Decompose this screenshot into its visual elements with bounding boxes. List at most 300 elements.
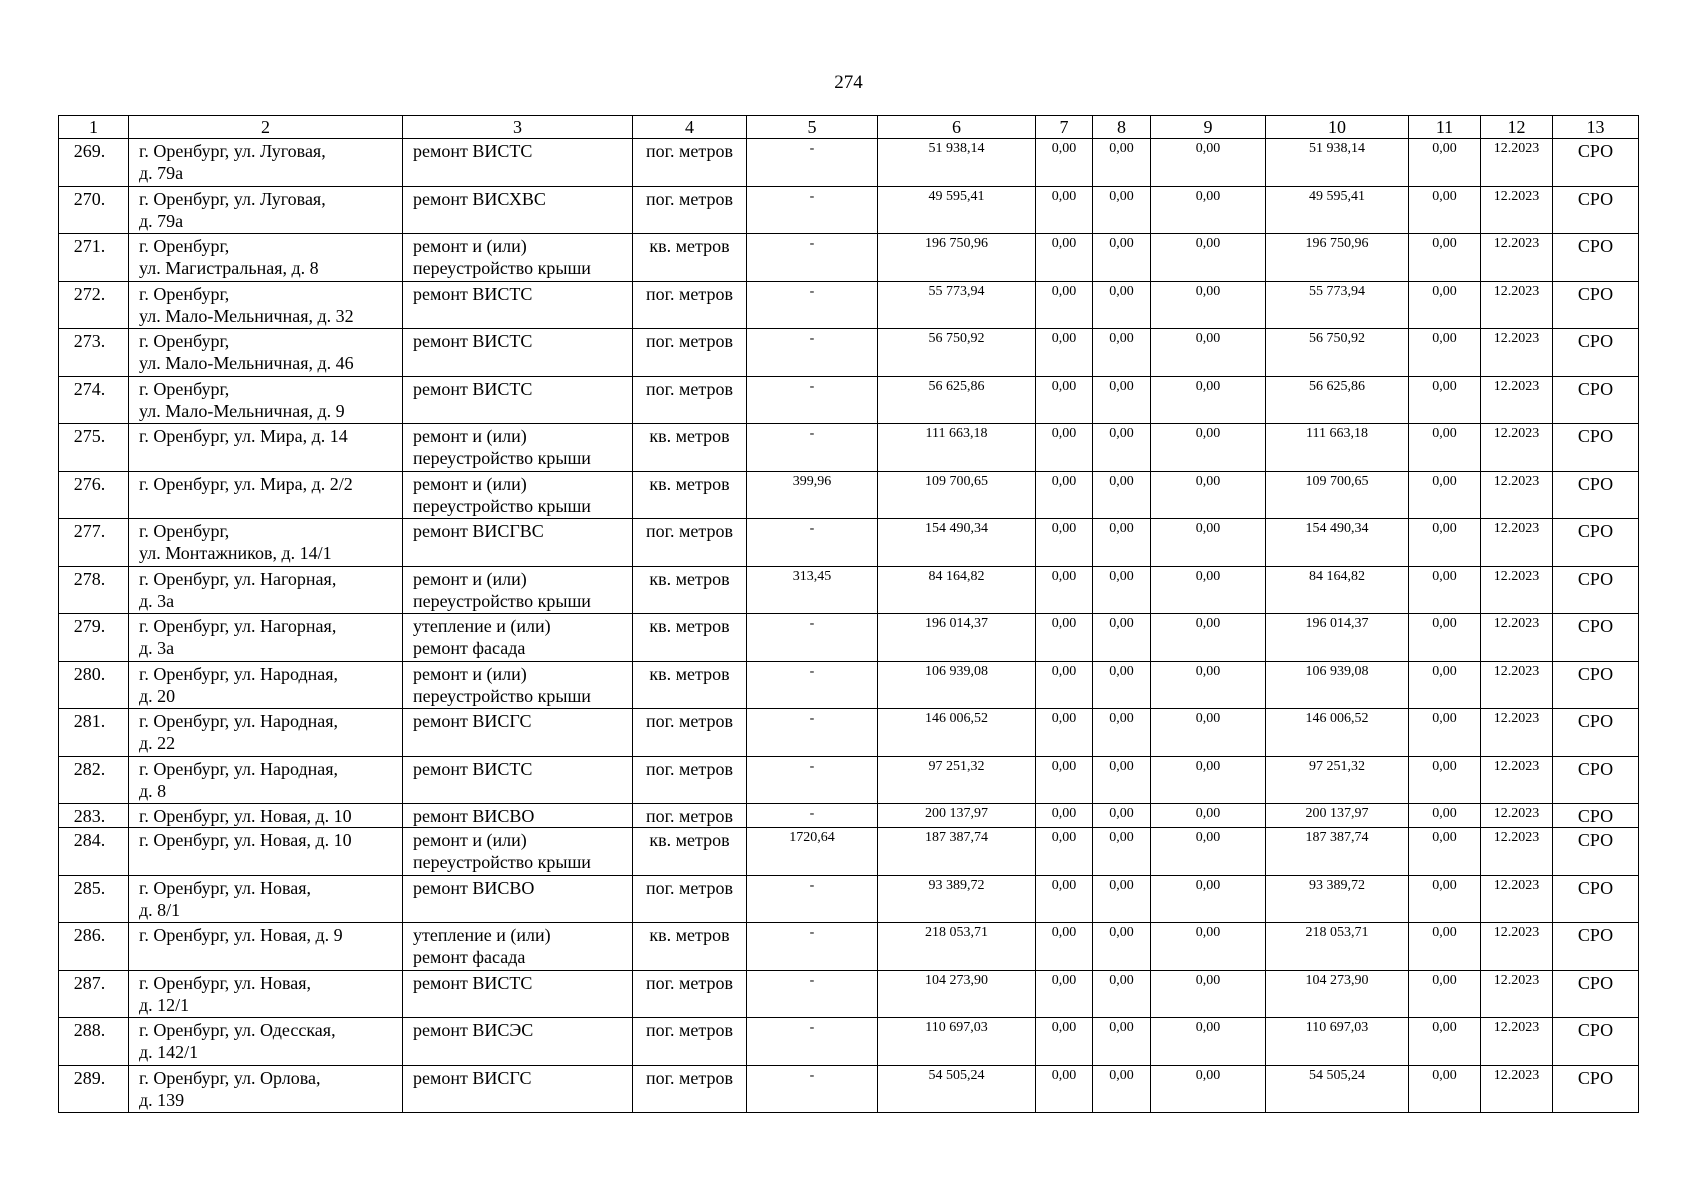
col10-cell: 187 387,74	[1266, 828, 1409, 876]
address-cell-line: г. Оренбург, ул. Новая, д. 10	[139, 806, 352, 826]
deadline-cell: 12.2023	[1481, 875, 1553, 923]
deadline-cell: 12.2023	[1481, 424, 1553, 472]
cost-total-cell: 106 939,08	[878, 661, 1036, 709]
col10-cell: 196 014,37	[1266, 614, 1409, 662]
row-number: 275.	[59, 424, 129, 472]
row-number: 279.	[59, 614, 129, 662]
work-type-cell	[403, 1065, 633, 1113]
col11-cell: 0,00	[1409, 424, 1481, 472]
address-cell	[129, 614, 403, 662]
col9-cell: 0,00	[1151, 186, 1266, 234]
deadline-cell: 12.2023	[1481, 756, 1553, 804]
deadline-cell: 12.2023	[1481, 471, 1553, 519]
repair-program-table	[58, 115, 1639, 1113]
table-row	[59, 424, 1639, 472]
row-number: 278.	[59, 566, 129, 614]
row-number: 287.	[59, 970, 129, 1018]
table-row	[59, 875, 1639, 923]
col7-cell: 0,00	[1036, 519, 1093, 567]
col10-cell: 154 490,34	[1266, 519, 1409, 567]
funding-source-cell: СРО	[1553, 756, 1639, 804]
work-type-cell-line: ремонт ВИСГС	[413, 1067, 532, 1088]
work-type-cell	[403, 804, 633, 828]
table-row	[59, 139, 1639, 187]
work-type-cell	[403, 186, 633, 234]
col7-cell: 0,00	[1036, 471, 1093, 519]
address-cell-line: д. 142/1	[139, 1042, 199, 1062]
col11-cell: 0,00	[1409, 1065, 1481, 1113]
deadline-cell: 12.2023	[1481, 376, 1553, 424]
col10-cell: 97 251,32	[1266, 756, 1409, 804]
cost-total-cell: 97 251,32	[878, 756, 1036, 804]
address-cell-line: ул. Магистральная, д. 8	[139, 258, 319, 278]
address-cell-line: ул. Мало-Мельничная, д. 9	[139, 400, 345, 421]
col9-cell: 0,00	[1151, 875, 1266, 923]
work-type-cell	[403, 756, 633, 804]
work-type-cell-line: ремонт фасада	[413, 638, 526, 658]
col8-cell: 0,00	[1093, 566, 1151, 614]
funding-source-cell: СРО	[1553, 1018, 1639, 1066]
deadline-cell: 12.2023	[1481, 566, 1553, 614]
address-cell-line: д. 3а	[139, 638, 175, 658]
col5-cell: -	[747, 875, 878, 923]
row-number: 269.	[59, 139, 129, 187]
table-row	[59, 186, 1639, 234]
col10-cell: 111 663,18	[1266, 424, 1409, 472]
col9-cell: 0,00	[1151, 709, 1266, 757]
col9-cell: 0,00	[1151, 923, 1266, 971]
funding-source-cell: СРО	[1553, 614, 1639, 662]
row-number: 274.	[59, 376, 129, 424]
col7-cell: 0,00	[1036, 329, 1093, 377]
col5-cell: -	[747, 970, 878, 1018]
column-header: 5	[747, 116, 878, 139]
cost-total-cell: 146 006,52	[878, 709, 1036, 757]
col5-cell: -	[747, 376, 878, 424]
col9-cell: 0,00	[1151, 828, 1266, 876]
table-row	[59, 756, 1639, 804]
address-cell-line: г. Оренбург, ул. Нагорная,	[139, 568, 337, 589]
work-type-cell-line: ремонт ВИСТС	[413, 283, 533, 304]
work-type-cell	[403, 828, 633, 876]
unit-cell: кв. метров	[633, 234, 747, 282]
funding-source-cell: СРО	[1553, 186, 1639, 234]
address-cell-line: г. Оренбург, ул. Орлова,	[139, 1067, 321, 1088]
work-type-cell	[403, 519, 633, 567]
col11-cell: 0,00	[1409, 186, 1481, 234]
col8-cell: 0,00	[1093, 1065, 1151, 1113]
column-header: 3	[403, 116, 633, 139]
unit-cell: пог. метров	[633, 709, 747, 757]
col7-cell: 0,00	[1036, 970, 1093, 1018]
col7-cell: 0,00	[1036, 376, 1093, 424]
col9-cell: 0,00	[1151, 519, 1266, 567]
col7-cell: 0,00	[1036, 1065, 1093, 1113]
col10-cell: 146 006,52	[1266, 709, 1409, 757]
col5-cell: -	[747, 186, 878, 234]
address-cell	[129, 424, 403, 472]
col5-cell: -	[747, 1065, 878, 1113]
col7-cell: 0,00	[1036, 875, 1093, 923]
cost-total-cell: 110 697,03	[878, 1018, 1036, 1066]
unit-cell: кв. метров	[633, 661, 747, 709]
address-cell-line: г. Оренбург, ул. Новая,	[139, 972, 312, 993]
cost-total-cell: 56 750,92	[878, 329, 1036, 377]
row-number: 271.	[59, 234, 129, 282]
col8-cell: 0,00	[1093, 756, 1151, 804]
work-type-cell	[403, 281, 633, 329]
work-type-cell	[403, 566, 633, 614]
unit-cell: пог. метров	[633, 804, 747, 828]
col9-cell: 0,00	[1151, 1065, 1266, 1113]
address-cell	[129, 970, 403, 1018]
row-number: 284.	[59, 828, 129, 876]
header-row	[59, 116, 1639, 139]
work-type-cell-line: ремонт ВИСТС	[413, 758, 533, 779]
col10-cell: 200 137,97	[1266, 804, 1409, 828]
deadline-cell: 12.2023	[1481, 1018, 1553, 1066]
col10-cell: 84 164,82	[1266, 566, 1409, 614]
work-type-cell	[403, 376, 633, 424]
col7-cell: 0,00	[1036, 804, 1093, 828]
col8-cell: 0,00	[1093, 970, 1151, 1018]
funding-source-cell: СРО	[1553, 828, 1639, 876]
deadline-cell: 12.2023	[1481, 614, 1553, 662]
col5-cell: 399,96	[747, 471, 878, 519]
unit-cell: пог. метров	[633, 376, 747, 424]
address-cell	[129, 281, 403, 329]
address-cell-line: д. 20	[139, 685, 176, 706]
table-row	[59, 804, 1639, 828]
address-cell	[129, 139, 403, 187]
work-type-cell-line: ремонт ВИСХВС	[413, 188, 546, 209]
row-number: 272.	[59, 281, 129, 329]
row-number: 270.	[59, 186, 129, 234]
col11-cell: 0,00	[1409, 756, 1481, 804]
row-number: 285.	[59, 875, 129, 923]
col5-cell: -	[747, 661, 878, 709]
work-type-cell-line: ремонт ВИСГС	[413, 711, 532, 731]
unit-cell: кв. метров	[633, 614, 747, 662]
funding-source-cell: СРО	[1553, 709, 1639, 757]
table-body	[59, 139, 1639, 1113]
work-type-cell-line: ремонт и (или)	[413, 663, 527, 684]
address-cell	[129, 1018, 403, 1066]
col11-cell: 0,00	[1409, 139, 1481, 187]
col10-cell: 93 389,72	[1266, 875, 1409, 923]
deadline-cell: 12.2023	[1481, 1065, 1553, 1113]
address-cell-line: г. Оренбург, ул. Луговая,	[139, 188, 326, 209]
col11-cell: 0,00	[1409, 519, 1481, 567]
column-header: 9	[1151, 116, 1266, 139]
column-header: 10	[1266, 116, 1409, 139]
col9-cell: 0,00	[1151, 970, 1266, 1018]
work-type-cell-line: ремонт фасада	[413, 947, 526, 967]
col7-cell: 0,00	[1036, 139, 1093, 187]
address-cell-line: г. Оренбург,	[139, 521, 230, 541]
deadline-cell: 12.2023	[1481, 923, 1553, 971]
table-row	[59, 566, 1639, 614]
work-type-cell	[403, 614, 633, 662]
address-cell-line: д. 8	[139, 780, 167, 801]
col10-cell: 109 700,65	[1266, 471, 1409, 519]
column-header: 7	[1036, 116, 1093, 139]
funding-source-cell: СРО	[1553, 281, 1639, 329]
column-header: 13	[1553, 116, 1639, 139]
address-cell-line: г. Оренбург, ул. Новая, д. 9	[139, 925, 343, 945]
work-type-cell	[403, 139, 633, 187]
col11-cell: 0,00	[1409, 1018, 1481, 1066]
col10-cell: 51 938,14	[1266, 139, 1409, 187]
col7-cell: 0,00	[1036, 566, 1093, 614]
col5-cell: -	[747, 234, 878, 282]
work-type-cell-line: переустройство крыши	[413, 448, 591, 468]
work-type-cell	[403, 329, 633, 377]
col5-cell: 1720,64	[747, 828, 878, 876]
table-row	[59, 1065, 1639, 1113]
row-number: 280.	[59, 661, 129, 709]
col8-cell: 0,00	[1093, 804, 1151, 828]
col11-cell: 0,00	[1409, 923, 1481, 971]
address-cell-line: д. 139	[139, 1089, 185, 1110]
address-cell	[129, 234, 403, 282]
table-row	[59, 614, 1639, 662]
unit-cell: пог. метров	[633, 1065, 747, 1113]
column-header: 11	[1409, 116, 1481, 139]
address-cell	[129, 186, 403, 234]
work-type-cell-line: ремонт ВИСВО	[413, 877, 535, 898]
deadline-cell: 12.2023	[1481, 661, 1553, 709]
address-cell	[129, 1065, 403, 1113]
address-cell	[129, 923, 403, 971]
table-row	[59, 376, 1639, 424]
unit-cell: пог. метров	[633, 186, 747, 234]
address-cell	[129, 709, 403, 757]
address-cell-line: г. Оренбург, ул. Нагорная,	[139, 616, 337, 636]
col10-cell: 55 773,94	[1266, 281, 1409, 329]
address-cell-line: г. Оренбург, ул. Одесская,	[139, 1020, 336, 1040]
row-number: 282.	[59, 756, 129, 804]
address-cell	[129, 566, 403, 614]
col11-cell: 0,00	[1409, 329, 1481, 377]
table-row	[59, 519, 1639, 567]
page-number: 274	[834, 72, 863, 93]
address-cell-line: д. 22	[139, 733, 176, 753]
funding-source-cell: СРО	[1553, 566, 1639, 614]
cost-total-cell: 200 137,97	[878, 804, 1036, 828]
col7-cell: 0,00	[1036, 828, 1093, 876]
col8-cell: 0,00	[1093, 828, 1151, 876]
col5-cell: -	[747, 709, 878, 757]
address-cell	[129, 875, 403, 923]
col10-cell: 56 750,92	[1266, 329, 1409, 377]
col10-cell: 49 595,41	[1266, 186, 1409, 234]
work-type-cell-line: ремонт ВИСЭС	[413, 1020, 534, 1040]
col7-cell: 0,00	[1036, 756, 1093, 804]
work-type-cell-line: ремонт ВИСГВС	[413, 521, 544, 541]
address-cell-line: г. Оренбург,	[139, 283, 230, 304]
work-type-cell-line: ремонт ВИСВО	[413, 806, 535, 826]
col11-cell: 0,00	[1409, 566, 1481, 614]
column-header: 8	[1093, 116, 1151, 139]
deadline-cell: 12.2023	[1481, 519, 1553, 567]
deadline-cell: 12.2023	[1481, 970, 1553, 1018]
col5-cell: -	[747, 139, 878, 187]
column-header: 12	[1481, 116, 1553, 139]
unit-cell: кв. метров	[633, 566, 747, 614]
row-number: 273.	[59, 329, 129, 377]
col7-cell: 0,00	[1036, 661, 1093, 709]
col10-cell: 106 939,08	[1266, 661, 1409, 709]
work-type-cell	[403, 471, 633, 519]
col9-cell: 0,00	[1151, 756, 1266, 804]
work-type-cell	[403, 923, 633, 971]
col8-cell: 0,00	[1093, 471, 1151, 519]
table-row	[59, 234, 1639, 282]
col7-cell: 0,00	[1036, 1018, 1093, 1066]
table-row	[59, 923, 1639, 971]
col11-cell: 0,00	[1409, 234, 1481, 282]
col8-cell: 0,00	[1093, 139, 1151, 187]
work-type-cell-line: ремонт ВИСТС	[413, 141, 533, 161]
cost-total-cell: 55 773,94	[878, 281, 1036, 329]
col7-cell: 0,00	[1036, 424, 1093, 472]
funding-source-cell: СРО	[1553, 471, 1639, 519]
row-number: 286.	[59, 923, 129, 971]
col7-cell: 0,00	[1036, 281, 1093, 329]
address-cell-line: д. 79а	[139, 163, 184, 183]
address-cell-line: г. Оренбург, ул. Луговая,	[139, 141, 326, 161]
address-cell-line: г. Оренбург, ул. Мира, д. 2/2	[139, 473, 353, 494]
col7-cell: 0,00	[1036, 923, 1093, 971]
col7-cell: 0,00	[1036, 186, 1093, 234]
col11-cell: 0,00	[1409, 709, 1481, 757]
address-cell	[129, 756, 403, 804]
table-row	[59, 709, 1639, 757]
funding-source-cell: СРО	[1553, 804, 1639, 828]
col11-cell: 0,00	[1409, 828, 1481, 876]
column-header: 1	[59, 116, 129, 139]
unit-cell: пог. метров	[633, 139, 747, 187]
address-cell	[129, 519, 403, 567]
col8-cell: 0,00	[1093, 661, 1151, 709]
address-cell	[129, 804, 403, 828]
unit-cell: пог. метров	[633, 970, 747, 1018]
cost-total-cell: 54 505,24	[878, 1065, 1036, 1113]
col8-cell: 0,00	[1093, 614, 1151, 662]
col9-cell: 0,00	[1151, 281, 1266, 329]
column-header: 6	[878, 116, 1036, 139]
work-type-cell-line: утепление и (или)	[413, 925, 551, 945]
table-row	[59, 828, 1639, 876]
column-header: 4	[633, 116, 747, 139]
cost-total-cell: 93 389,72	[878, 875, 1036, 923]
col9-cell: 0,00	[1151, 471, 1266, 519]
table-row	[59, 281, 1639, 329]
address-cell-line: г. Оренбург,	[139, 236, 230, 256]
work-type-cell-line: переустройство крыши	[413, 258, 591, 278]
work-type-cell-line: переустройство крыши	[413, 685, 591, 706]
row-number: 289.	[59, 1065, 129, 1113]
address-cell-line: г. Оренбург, ул. Народная,	[139, 663, 339, 684]
col8-cell: 0,00	[1093, 1018, 1151, 1066]
work-type-cell-line: ремонт и (или)	[413, 236, 527, 256]
col11-cell: 0,00	[1409, 471, 1481, 519]
deadline-cell: 12.2023	[1481, 234, 1553, 282]
col5-cell: -	[747, 804, 878, 828]
col10-cell: 104 273,90	[1266, 970, 1409, 1018]
address-cell	[129, 471, 403, 519]
work-type-cell-line: ремонт и (или)	[413, 473, 527, 494]
work-type-cell	[403, 661, 633, 709]
cost-total-cell: 154 490,34	[878, 519, 1036, 567]
col10-cell: 218 053,71	[1266, 923, 1409, 971]
work-type-cell-line: ремонт ВИСТС	[413, 972, 533, 993]
col9-cell: 0,00	[1151, 424, 1266, 472]
address-cell-line: ул. Мало-Мельничная, д. 46	[139, 353, 354, 373]
address-cell-line: г. Оренбург, ул. Новая,	[139, 877, 312, 898]
col10-cell: 54 505,24	[1266, 1065, 1409, 1113]
deadline-cell: 12.2023	[1481, 186, 1553, 234]
cost-total-cell: 84 164,82	[878, 566, 1036, 614]
cost-total-cell: 111 663,18	[878, 424, 1036, 472]
col10-cell: 110 697,03	[1266, 1018, 1409, 1066]
unit-cell: кв. метров	[633, 828, 747, 876]
address-cell-line: г. Оренбург, ул. Мира, д. 14	[139, 426, 348, 446]
column-header: 2	[129, 116, 403, 139]
table-row	[59, 329, 1639, 377]
cost-total-cell: 196 014,37	[878, 614, 1036, 662]
cost-total-cell: 56 625,86	[878, 376, 1036, 424]
funding-source-cell: СРО	[1553, 424, 1639, 472]
col10-cell: 56 625,86	[1266, 376, 1409, 424]
col8-cell: 0,00	[1093, 186, 1151, 234]
col5-cell: -	[747, 329, 878, 377]
work-type-cell-line: переустройство крыши	[413, 590, 591, 611]
cost-total-cell: 49 595,41	[878, 186, 1036, 234]
col5-cell: -	[747, 424, 878, 472]
unit-cell: пог. метров	[633, 1018, 747, 1066]
col5-cell: -	[747, 519, 878, 567]
col9-cell: 0,00	[1151, 329, 1266, 377]
col11-cell: 0,00	[1409, 376, 1481, 424]
col9-cell: 0,00	[1151, 614, 1266, 662]
col9-cell: 0,00	[1151, 566, 1266, 614]
cost-total-cell: 109 700,65	[878, 471, 1036, 519]
deadline-cell: 12.2023	[1481, 828, 1553, 876]
col8-cell: 0,00	[1093, 329, 1151, 377]
col11-cell: 0,00	[1409, 804, 1481, 828]
work-type-cell	[403, 1018, 633, 1066]
row-number: 281.	[59, 709, 129, 757]
col11-cell: 0,00	[1409, 614, 1481, 662]
cost-total-cell: 187 387,74	[878, 828, 1036, 876]
col11-cell: 0,00	[1409, 875, 1481, 923]
deadline-cell: 12.2023	[1481, 329, 1553, 377]
work-type-cell-line: ремонт и (или)	[413, 426, 527, 446]
funding-source-cell: СРО	[1553, 234, 1639, 282]
col9-cell: 0,00	[1151, 376, 1266, 424]
col7-cell: 0,00	[1036, 709, 1093, 757]
col9-cell: 0,00	[1151, 1018, 1266, 1066]
col7-cell: 0,00	[1036, 234, 1093, 282]
address-cell	[129, 661, 403, 709]
col5-cell: -	[747, 756, 878, 804]
col8-cell: 0,00	[1093, 709, 1151, 757]
funding-source-cell: СРО	[1553, 923, 1639, 971]
address-cell-line: д. 79а	[139, 210, 184, 231]
address-cell-line: д. 3а	[139, 590, 175, 611]
